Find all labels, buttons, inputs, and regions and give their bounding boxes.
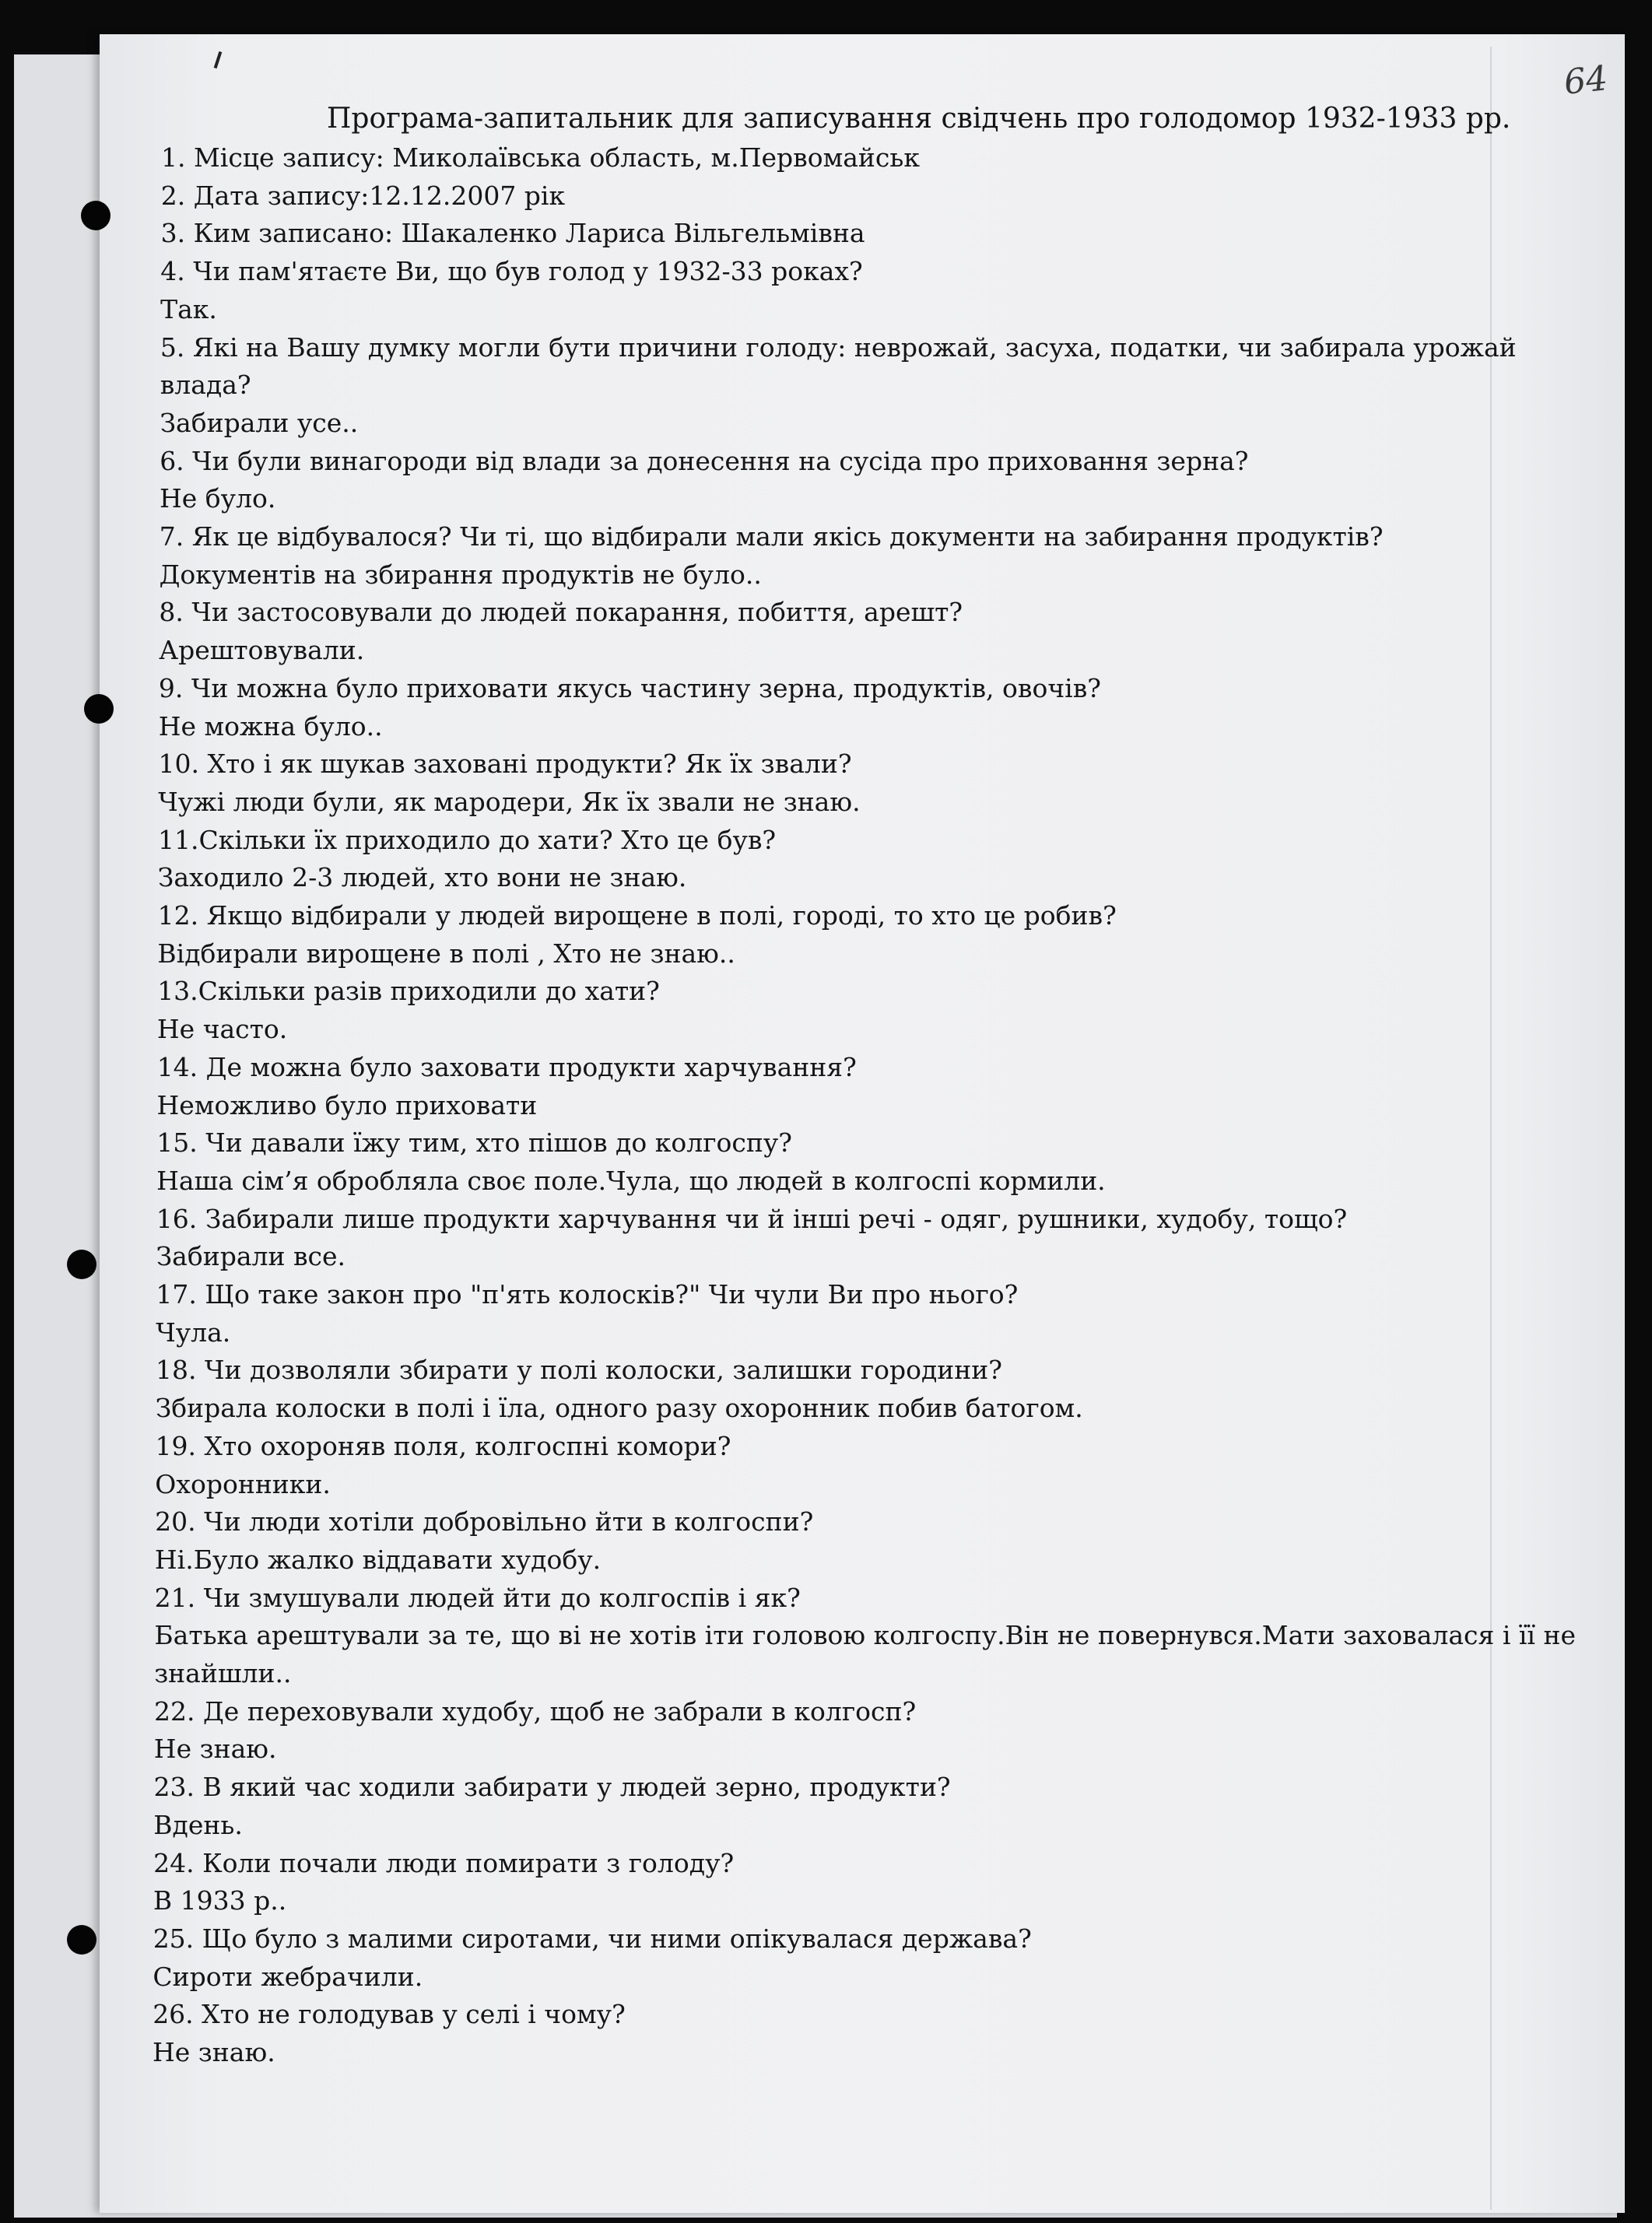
document-line: Неможливо було приховати (156, 1089, 538, 1120)
document-line: Не знаю. (153, 2037, 275, 2067)
document-line: Так. (160, 293, 217, 324)
handwritten-page-number: 64 (1562, 58, 1610, 103)
document-line: 10. Хто і як шукав заховані продукти? Як їх звали? (158, 749, 852, 780)
document-line: 1. Місце запису: Миколаївська область, м.Первомайськ (161, 142, 920, 173)
document-line: 6. Чи були винагороди від влади за донесення на сусіда про приховання зерна? (160, 445, 1249, 476)
document-line: Батька арештували за те, що ві не хотів іти головою колгоспу.Він не повернувся.Мати заховалася і її не (154, 1620, 1576, 1651)
document-line: Не часто. (156, 1014, 288, 1045)
document-line: 23. В який час ходили забирати у людей зерно, продукти? (153, 1772, 951, 1803)
document-line: Сироти жебрачили. (153, 1961, 423, 1992)
document-line: 3. Ким записано: Шакаленко Лариса Вільгельмівна (160, 218, 865, 249)
document-line: Не було. (160, 483, 276, 514)
document-line: 4. Чи пам'ятаєте Ви, що був голод у 1932-33 роках? (160, 256, 863, 287)
document-line: Наша сім’я обробляла своє поле.Чула, що людей в колгоспі кормили. (156, 1165, 1106, 1196)
document-line: Не знаю. (153, 1734, 277, 1765)
document-line: Збирала колоски в полі і їла, одного разу охоронник побив батогом. (155, 1393, 1083, 1424)
document-line: Не можна було.. (158, 710, 383, 742)
document-title: Програма-запитальник для записування свідчень про голодомор 1932-1933 рр. (327, 103, 1511, 135)
document-line: 9. Чи можна було приховати якусь частину зерна, продуктів, овочів? (158, 672, 1101, 703)
document-line: 19. Хто охороняв поля, колгоспні комори? (155, 1430, 731, 1461)
document-line: 5. Які на Вашу думку могли бути причини голоду: неврожай, засуха, податки, чи забирала урожай (160, 331, 1517, 363)
document-line: Документів на збирання продуктів не було.. (159, 559, 762, 590)
document-line: 13.Скільки разів приходили до хати? (157, 976, 660, 1007)
document-line: 11.Скільки їх приходило до хати? Хто це був? (158, 824, 777, 855)
document-line: 22. Де переховували худобу, щоб не забрали в колгосп? (154, 1695, 917, 1727)
document-line: 8. Чи застосовували до людей покарання, побиття, арешт? (159, 597, 963, 628)
document-line: влада? (160, 370, 251, 401)
document-line: Вдень. (153, 1809, 243, 1840)
document-line: 17. Що таке закон про "п'ять колосків?" Чи чули Ви про нього? (156, 1279, 1019, 1310)
document-line: Чула. (156, 1317, 231, 1348)
document-line: Заходило 2-3 людей, хто вони не знаю. (157, 862, 687, 893)
document-line: 12. Якщо відбирали у людей вирощене в полі, городі, то хто це робив? (157, 900, 1117, 931)
document-line: Чужі люди були, як мародери, Як їх звали не знаю. (158, 786, 861, 817)
document-line: 14. Де можна було заховати продукти харчування? (156, 1051, 857, 1082)
document-line: Арештовували. (159, 635, 365, 666)
document-line: Охоронники. (155, 1468, 331, 1499)
document-line: 26. Хто не голодував у селі і чому? (153, 1999, 626, 2030)
document-line: 15. Чи давали їжу тим, хто пішов до колгоспу? (156, 1127, 792, 1159)
document-line: 20. Чи люди хотіли добровільно йти в колгоспи? (155, 1506, 814, 1538)
document-line: В 1933 р.. (153, 1885, 287, 1916)
document-line: Ні.Було жалко віддавати худобу. (154, 1544, 602, 1575)
document-line: 2. Дата запису:12.12.2007 рік (160, 180, 566, 211)
document-line: 21. Чи змушували людей йти до колгоспів і як? (154, 1582, 801, 1613)
document-line: 7. Як це відбувалося? Чи ті, що відбирали мали якісь документи на забирання продуктів? (159, 521, 1384, 552)
document-line: 18. Чи дозволяли збирати у полі колоски, залишки городини? (156, 1355, 1002, 1386)
document-line: 16. Забирали лише продукти харчування чи й інші речі - одяг, рушники, худобу, тощо? (156, 1203, 1348, 1234)
document-line: Відбирали вирощене в полі , Хто не знаю.. (157, 938, 735, 969)
document-line: 25. Що було з малими сиротами, чи ними опікувалася держава? (153, 1923, 1032, 1954)
document-line: Забирали все. (156, 1241, 346, 1272)
document-line: знайшли.. (154, 1658, 292, 1688)
document-line: 24. Коли почали люди помирати з голоду? (153, 1847, 735, 1878)
document-line: Забирали усе.. (160, 407, 359, 438)
